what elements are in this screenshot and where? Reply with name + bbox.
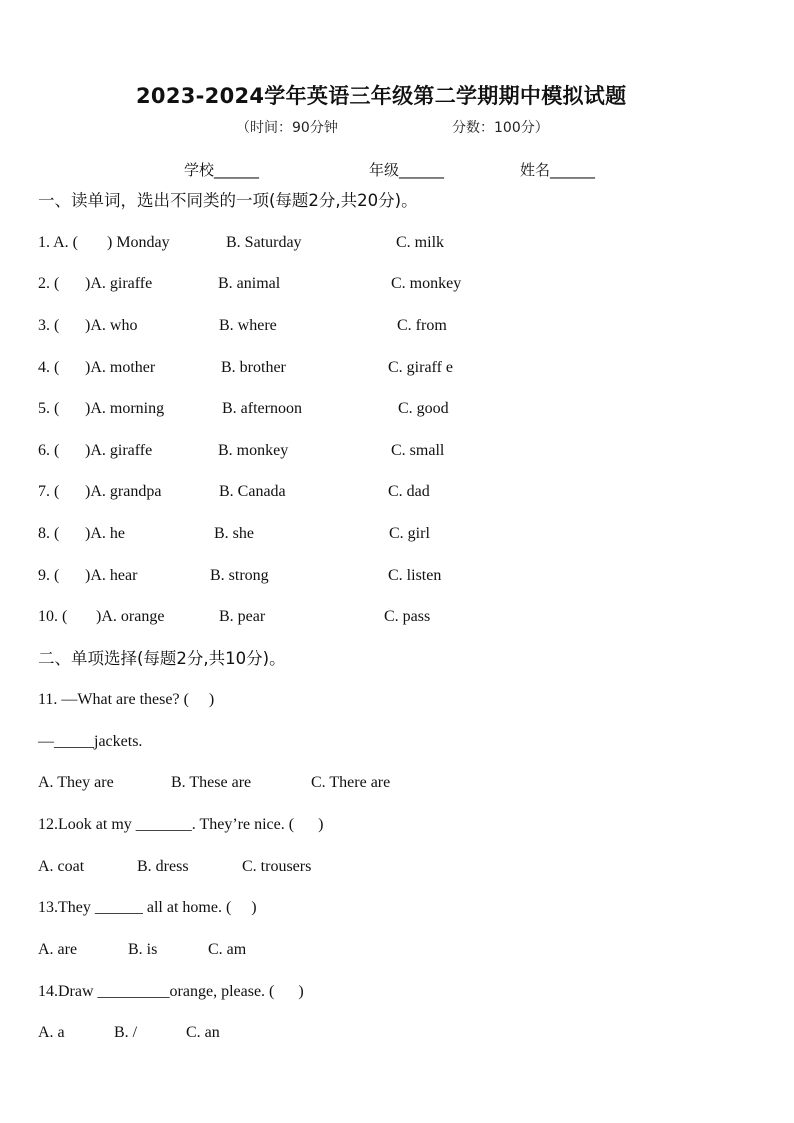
school-field[interactable]: 学校______ — [184, 161, 260, 179]
exam-score: 分数：100分） — [452, 120, 549, 136]
option-a: )A. giraffe — [85, 275, 153, 292]
option-b: B. is — [128, 941, 158, 958]
question-number: 8. ( — [38, 525, 60, 542]
option-a: )A. morning — [85, 400, 165, 417]
option-b: B. Saturday — [226, 234, 302, 251]
option-a: ) Monday — [107, 234, 170, 251]
option-c: C. from — [397, 317, 447, 334]
option-b: B. monkey — [218, 442, 289, 459]
question-11-stem: 11. —What are these? ( ) — [38, 691, 215, 708]
exam-time: （时间：90分钟 — [236, 120, 338, 136]
option-a: )A. grandpa — [85, 483, 162, 500]
question-number: 1. A. ( — [38, 234, 78, 251]
option-c: C. am — [208, 941, 247, 958]
option-b: B. dress — [137, 858, 189, 875]
option-a: )A. who — [85, 317, 138, 334]
option-c: C. good — [398, 400, 449, 417]
option-c: C. small — [391, 442, 445, 459]
question-13-stem: 13.They ______ all at home. ( ) — [38, 899, 257, 916]
option-c: C. listen — [388, 567, 442, 584]
question-14-stem: 14.Draw _________orange, please. ( ) — [38, 983, 304, 1000]
option-c: C. monkey — [391, 275, 462, 292]
question-number: 7. ( — [38, 483, 60, 500]
option-b: B. These are — [171, 774, 252, 791]
name-field[interactable]: 姓名______ — [520, 161, 596, 179]
question-number: 4. ( — [38, 359, 60, 376]
question-number: 2. ( — [38, 275, 60, 292]
page-title: 2023-2024学年英语三年级第二学期期中模拟试题 — [136, 84, 627, 108]
option-a: A. coat — [38, 858, 85, 875]
question-11-answer-line: —_____jackets. — [38, 733, 143, 750]
option-c: C. girl — [389, 525, 430, 542]
option-a: A. They are — [38, 774, 114, 791]
option-c: C. milk — [396, 234, 445, 251]
option-b: B. / — [114, 1024, 138, 1041]
option-a: )A. hear — [85, 567, 138, 584]
option-c: C. pass — [384, 608, 431, 625]
option-b: B. afternoon — [222, 400, 302, 417]
section1-heading: 一、读单词，选出不同类的一项(每题2分,共20分)。 — [38, 191, 418, 210]
grade-field[interactable]: 年级______ — [369, 161, 445, 179]
section2-heading: 二、单项选择(每题2分,共10分)。 — [38, 649, 286, 668]
option-b: B. where — [219, 317, 277, 334]
option-c: C. giraff e — [388, 359, 454, 376]
option-b: B. animal — [218, 275, 281, 292]
question-number: 10. ( — [38, 608, 68, 625]
option-a: )A. mother — [85, 359, 156, 376]
option-a: )A. he — [85, 525, 125, 542]
option-b: B. she — [214, 525, 254, 542]
question-12-stem: 12.Look at my _______. They’re nice. ( ) — [38, 816, 324, 833]
option-a: )A. orange — [96, 608, 165, 625]
option-a: A. are — [38, 941, 78, 958]
option-b: B. pear — [219, 608, 266, 625]
option-c: C. There are — [311, 774, 391, 791]
option-b: B. brother — [221, 359, 286, 376]
question-number: 6. ( — [38, 442, 60, 459]
question-number: 5. ( — [38, 400, 60, 417]
option-b: B. strong — [210, 567, 269, 584]
option-a: )A. giraffe — [85, 442, 153, 459]
option-c: C. an — [186, 1024, 220, 1041]
option-a: A. a — [38, 1024, 65, 1041]
question-number: 3. ( — [38, 317, 60, 334]
question-number: 9. ( — [38, 567, 60, 584]
option-b: B. Canada — [219, 483, 286, 500]
option-c: C. trousers — [242, 858, 312, 875]
option-c: C. dad — [388, 483, 430, 500]
